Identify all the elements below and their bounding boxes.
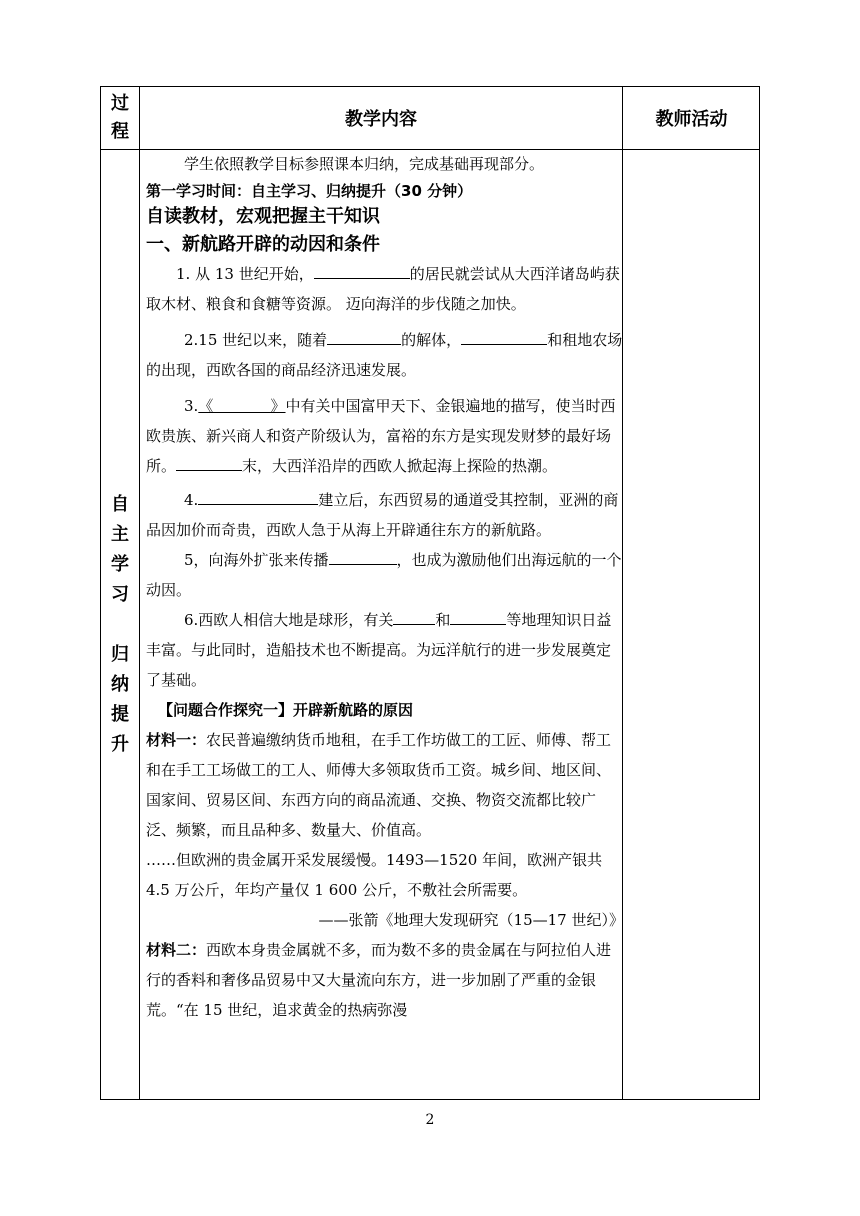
column-divider — [139, 87, 140, 1099]
cooperation-heading: 【问题合作探究一】开辟新航路的原因 — [158, 701, 414, 719]
answer-blank[interactable] — [327, 328, 401, 345]
time-heading: 第一学习时间：自主学习、归纳提升（30 分钟） — [146, 182, 473, 200]
process-label: 自 主 学 习 归 纳 提 升 — [111, 493, 129, 755]
teaching-content — [146, 149, 624, 1025]
section-heading: 自读教材，宏观把握主干知识 — [146, 206, 380, 227]
lesson-table — [100, 86, 760, 1100]
page-number: 2 — [425, 1112, 435, 1128]
header-process: 过 程 — [111, 93, 129, 142]
answer-blank[interactable] — [329, 548, 397, 565]
answer-blank[interactable] — [393, 608, 435, 625]
question-5: 5，向海外扩张来传播 ，也成为激励他们出海远航的一个动因。 — [146, 545, 624, 605]
answer-blank[interactable] — [314, 262, 410, 279]
question-4: 4. 建立后，东西贸易的通道受其控制，亚洲的商品因加价而奇贵，西欧人急于从海上开辟通往东方的新航路。 — [146, 485, 624, 545]
answer-blank[interactable] — [176, 454, 242, 471]
intro-text: 学生依照教学目标参照课本归纳，完成基础再现部分。 — [184, 155, 545, 173]
material-one-continued: ……但欧洲的贵金属开采发展缓慢。1493—1520 年间，欧洲产银共 4.5 万公斤，年均产量仅 1 600 公斤，不敷社会所需要。 — [146, 851, 603, 899]
question-6: 6.西欧人相信大地是球形，有关 和 等地理知识日益丰富。与此同时，造船技术也不断提高。为远洋航行的进一步发展奠定了基础。 — [146, 605, 624, 695]
question-2: 2.15 世纪以来，随着 的解体， 和租地农场的出现，西欧各国的商品经济迅速发展。 — [146, 325, 624, 385]
header-teacher-activity: 教师活动 — [655, 109, 728, 130]
header-teaching-content: 教学内容 — [345, 109, 417, 130]
question-3: 3.《 》中有关中国富甲天下、金银遍地的描写，使当时西欧贵族、新兴商人和资产阶级认为，富裕的东方是实现发财梦的最好场所。 末，大西洋沿岸的西欧人掀起海上探险的热潮。 — [146, 397, 616, 475]
answer-blank[interactable] — [198, 488, 318, 505]
answer-blank[interactable] — [461, 328, 547, 345]
material-one-source: ——张箭《地理大发现研究（15—17 世纪）》 — [318, 911, 624, 929]
section-subheading: 一、新航路开辟的动因和条件 — [146, 234, 380, 255]
material-two: 材料二：西欧本身贵金属就不多，而为数不多的贵金属在与阿拉伯人进行的香料和奢侈品贸易中又大量流向东方，进一步加剧了严重的金银荒。“在 15 世纪，追求黄金的热病弥漫 — [146, 941, 612, 1019]
answer-blank[interactable] — [450, 608, 506, 625]
question-1: 1. 从 13 世纪开始， 的居民就尝试从大西洋诸岛屿获取木材、粮食和食糖等资源。 迈向海洋的步伐随之加快。 — [146, 259, 624, 319]
material-one: 材料一：农民普遍缴纳货币地租，在手工作坊做工的工匠、师傅、帮工和在手工工场做工的工人、师傅大多领取货币工资。城乡间、地区间、国家间、贸易区间、东西方向的商品流通、交换、物资交流都比较广泛、频繁，而且品种多、数量大、价值高。 — [146, 731, 612, 839]
